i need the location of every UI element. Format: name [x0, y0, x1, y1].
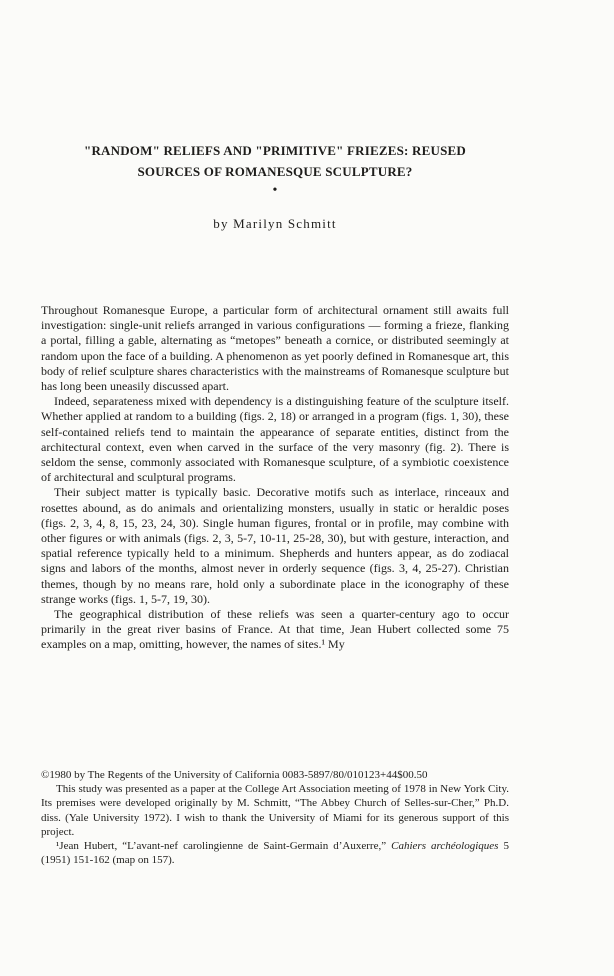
footnote-1	[41, 839, 509, 867]
article-body	[41, 303, 509, 653]
acknowledgment-note: This study was presented as a paper at the College Art Association meeting of 1978 in New York City. Its premises were developed originally by M. Schmitt, “The Abbey Church of Selles-sur-Cher,” Ph.D. diss. (Yale University 1972). I wish to thank the University of Miami for its generous support of this project.	[41, 783, 509, 838]
copyright-line: ©1980 by The Regents of the University of California 0083-5897/80/010123+44$00.50	[41, 769, 428, 781]
footnote-1-citation-start: ¹Jean Hubert, “L’avant-nef carolingienne de Saint-Germain d’Auxerre,”	[56, 840, 392, 853]
footnote-1-citation-tail: 5 (1951) 151-162 (map on 157).	[41, 840, 510, 867]
body-paragraph-2: Indeed, separateness mixed with dependency is a distinguishing feature of the sculpture itself. Whether applied at random to a building (figs. 2, 18) or arranged in a program (figs. 1, 30), these self-contained reliefs tend to maintain the appearance of separate entities, distinct from the architectural context, even when carved in the surface of the very masonry (fig. 2). There is seldom the sense, commonly associated with Romanesque sculpture, of a symbiotic coexistence of architectural and sculptural programs.	[41, 394, 509, 485]
body-paragraph-3: Their subject matter is typically basic. Decorative motifs such as interlace, rinceaux and rosettes abound, as do animals and orientalizing monsters, usually in static or heraldic poses (figs. 2, 3, 4, 8, 15, 23, 24, 30). Single human figures, frontal or in profile, may combine with other figures or with animals (figs. 2, 3, 5-7, 10-11, 25-28, 30), but with gesture, interaction, and spatial reference typically held to a minimum. Shepherds and hunters appear, as do zodiacal signs and labors of the months, almost never in orderly sequence (figs. 3, 4, 25-27). Christian themes, though by no means rare, hold only a subordinate place in the iconography of these strange works (figs. 1, 5-7, 19, 30).	[41, 485, 509, 606]
footnote-1-journal-title: Cahiers archéologiques	[391, 840, 499, 853]
article-title	[41, 140, 509, 182]
footnote-block	[41, 768, 509, 867]
author-byline: by Marilyn Schmitt	[213, 216, 337, 231]
section-separator-bullet: •	[272, 183, 278, 198]
article-title-line-2: SOURCES OF ROMANESQUE SCULPTURE?	[137, 163, 413, 179]
article-title-line-1: "RANDOM" RELIEFS AND "PRIMITIVE" FRIEZES: REUSED	[84, 142, 466, 158]
body-paragraph-4: The geographical distribution of these reliefs was seen a quarter-century ago to occur primarily in the great river basins of France. At that time, Jean Hubert collected some 75 examples on a map, omitting, however, the names of sites.¹ My	[41, 607, 509, 652]
body-paragraph-1: Throughout Romanesque Europe, a particular form of architectural ornament still awaits full investigation: single-unit reliefs arranged in various configurations — forming a frieze, flanking a portal, filling a gable, alternating as “metopes” beneath a cornice, or distributed seemingly at random upon the face of a building. A phenomenon as yet poorly defined in Romanesque art, this body of relief sculpture shares characteristics with the mainstreams of Romanesque sculpture but has long been uneasily discussed apart.	[41, 303, 509, 394]
